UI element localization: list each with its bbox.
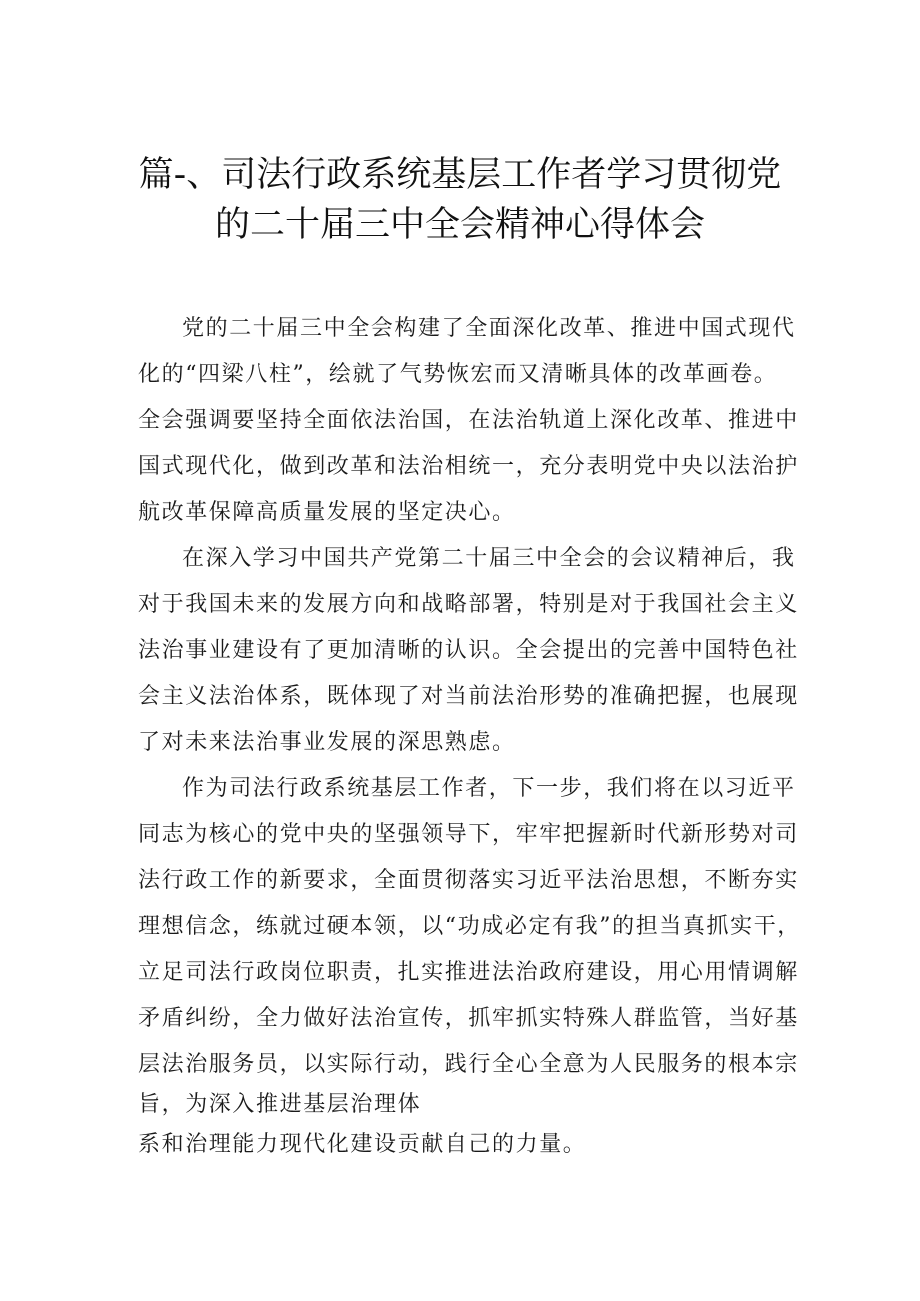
paragraph-2 <box>138 536 798 766</box>
paragraph-line: 对于我国未来的发展方向和战略部署，特别是对于我国社会主义 <box>138 592 799 617</box>
paragraph-line: 化的“四梁八柱”，绘就了气势恢宏而又清晰具体的改革画卷。 <box>138 362 778 387</box>
paragraph-line: 了对未来法治事业发展的深思熟虑。 <box>138 730 516 755</box>
paragraph-line: 在深入学习中国共产党第二十届三中全会的会议精神后，我 <box>182 546 796 571</box>
paragraph-line: 党的二十届三中全会构建了全面深化改革、推进中国式现代 <box>182 316 796 341</box>
paragraph-line: 系和治理能力现代化建设贡献自己的力量。 <box>138 1132 587 1157</box>
paragraph-line: 法行政工作的新要求，全面贯彻落实习近平法治思想，不断夯实 <box>138 868 799 893</box>
paragraph-line: 同志为核心的党中央的坚强领导下，牢牢把握新时代新形势对司 <box>138 822 799 847</box>
paragraph-line: 法治事业建设有了更加清晰的认识。全会提出的完善中国特色社 <box>138 638 799 663</box>
paragraph-line: 航改革保障高质量发展的坚定决心。 <box>138 500 516 525</box>
paragraph-3 <box>138 766 801 1168</box>
document-title <box>0 150 920 250</box>
document-body <box>138 306 801 1168</box>
title-line-2: 的二十届三中全会精神心得体会 <box>214 205 705 245</box>
title-line-1: 篇-、司法行政系统基层工作者学习贯彻党 <box>138 155 782 195</box>
paragraph-line: 会主义法治体系，既体现了对当前法治形势的准确把握，也展现 <box>138 684 799 709</box>
paragraph-1 <box>138 306 798 536</box>
paragraph-line: 国式现代化，做到改革和法治相统一，充分表明党中央以法治护 <box>138 454 799 479</box>
paragraph-line: 作为司法行政系统基层工作者，下一步，我们将在以习近平 <box>182 776 796 801</box>
paragraph-line: 矛盾纠纷，全力做好法治宣传，抓牢抓实特殊人群监管，当好基 <box>138 1006 799 1031</box>
paragraph-line: 层法治服务员，以实际行动，践行全心全意为人民服务的根本宗 <box>138 1052 799 1077</box>
paragraph-line: 全会强调要坚持全面依法治国，在法治轨道上深化改革、推进中 <box>138 408 799 433</box>
paragraph-line: 理想信念，练就过硬本领，以“功成必定有我”的担当真抓实干， <box>138 914 801 939</box>
paragraph-line: 旨，为深入推进基层治理体 <box>138 1092 422 1117</box>
paragraph-line: 立足司法行政岗位职责，扎实推进法治政府建设，用心用情调解 <box>138 960 799 985</box>
